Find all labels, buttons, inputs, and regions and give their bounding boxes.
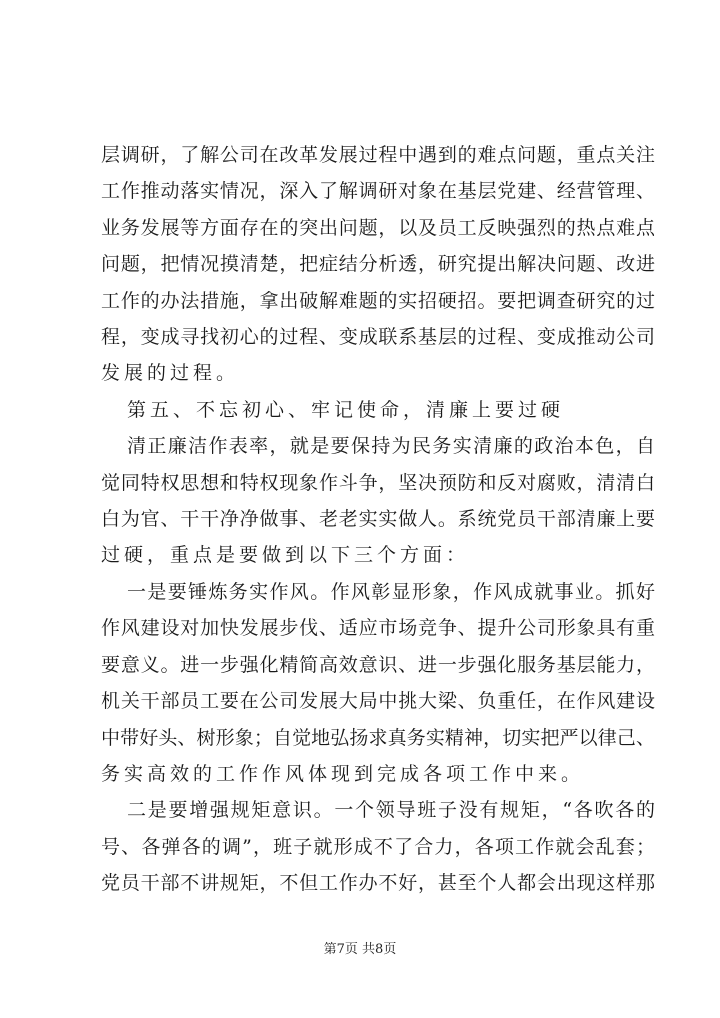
text-line: 问题，把情况摸清楚，把症结分析透，研究提出解决问题、改进 bbox=[101, 253, 655, 276]
text-line: 号、各弹各的调”，班子就形成不了合力，各项工作就会乱套； bbox=[101, 835, 655, 858]
page-footer: 第7页 共8页 bbox=[323, 942, 397, 957]
text-line: 一是要锤炼务实作风。作风彰显形象，作风成就事业。抓好 bbox=[127, 580, 655, 603]
text-line: 二是要增强规矩意识。一个领导班子没有规矩，“各吹各的 bbox=[127, 799, 655, 822]
text-line: 业务发展等方面存在的突出问题，以及员工反映强烈的热点难点 bbox=[101, 216, 655, 239]
text-line: 要意义。进一步强化精简高效意识、进一步强化服务基层能力， bbox=[101, 653, 655, 676]
text-line: 层调研，了解公司在改革发展过程中遇到的难点问题，重点关注 bbox=[101, 144, 655, 166]
text-line: 程，变成寻找初心的过程、变成联系基层的过程、变成推动公司 bbox=[101, 326, 655, 349]
text-line: 第五、不忘初心、牢记使命，清廉上要过硬 bbox=[127, 398, 565, 421]
text-line: 工作的办法措施，拿出破解难题的实招硬招。要把调查研究的过 bbox=[101, 289, 655, 312]
text-line: 机关干部员工要在公司发展大局中挑大梁、负重任，在作风建设 bbox=[101, 690, 655, 713]
text-line: 务实高效的工作作风体现到完成各项工作中来。 bbox=[101, 762, 585, 785]
paragraph bbox=[101, 137, 655, 392]
section-heading bbox=[101, 392, 655, 428]
paragraph bbox=[101, 574, 655, 792]
document-body bbox=[101, 137, 655, 902]
text-line: 清正廉洁作表率，就是要保持为民务实清廉的政治本色，自 bbox=[127, 435, 655, 458]
text-line: 发展的过程。 bbox=[101, 362, 240, 385]
text-line: 白为官、干干净净做事、老老实实做人。系统党员干部清廉上要 bbox=[101, 508, 655, 531]
text-line: 觉同特权思想和特权现象作斗争，坚决预防和反对腐败，清清白 bbox=[101, 471, 655, 494]
text-line: 党员干部不讲规矩，不但工作办不好，甚至个人都会出现这样那 bbox=[101, 872, 655, 895]
text-line: 中带好头、树形象；自觉地弘扬求真务实精神，切实把严以律己、 bbox=[101, 726, 655, 749]
paragraph bbox=[101, 428, 655, 574]
text-line: 工作推动落实情况，深入了解调研对象在基层党建、经营管理、 bbox=[101, 180, 655, 203]
paragraph bbox=[101, 792, 655, 901]
text-line: 过硬，重点是要做到以下三个方面： bbox=[101, 544, 470, 567]
text-line: 作风建设对加快发展步伐、适应市场竞争、提升公司形象具有重 bbox=[101, 617, 655, 640]
